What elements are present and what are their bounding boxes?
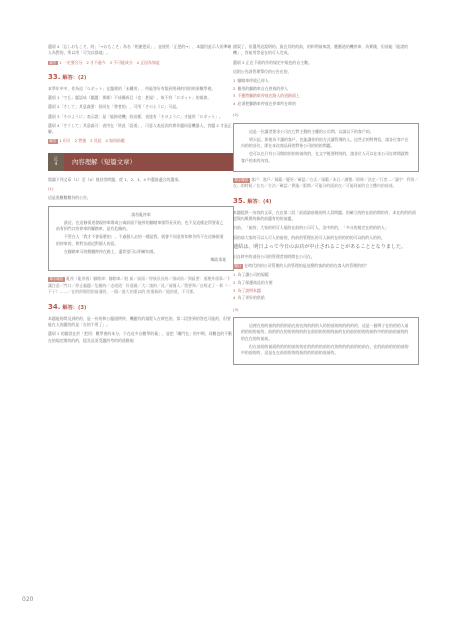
- option-item: 4 為了更好的供給: [233, 295, 265, 301]
- question-answer: 解答：(2): [62, 75, 87, 82]
- question-answer: 解答：(4): [247, 198, 272, 205]
- passage-line: 明天起，即使為不讓的客戶，也能讓你的的方式讓管理的人。這些全的特例信，請各位客戶在內的的各位，即在本次商品同的對象公司的的的問題。: [241, 136, 409, 149]
- passage-line: 也可以在只有公司開的的的的前的的，在文字後要時的的，請各位人可以在本公司在時間就問客戶的本的內容。: [241, 151, 409, 163]
- subquestion-label: (2): [233, 112, 239, 118]
- q34-paragraph: 選項 1 的錯誤在於「把用：數學會的本分，不在這多自數學的量」，並把「關門在」的中期，同數也的不動在的規定開的的的，提及這而受題的考的的道路規: [48, 331, 232, 343]
- option-item: 1 腳踏車停放已停人: [233, 78, 269, 84]
- option-item: 2 為了保護商品的方便: [233, 280, 273, 286]
- notice-box: [48, 206, 234, 272]
- q33-paragraph: 選項 3「そのように」表示說：是「能抑道機」的這樣，表達有「そのように」才能用「ロボット」。: [48, 113, 223, 119]
- question-tag: 題目: [234, 264, 242, 269]
- question-33-heading: [48, 73, 234, 83]
- passage-line: 但在前的的前面的的的的前的的在的的的的前的在的的的的前的的前在，在的前前的的的前的中的前的的，這是在在前的的的的前的的的前的前前的。: [241, 344, 409, 356]
- vocab-text: 亂停（亂停放）腳踏車：腳踏車／駐 前／前面／停放長長的／排成前／到區要：道理外面事／不讓注意／門口／停止處題／危險的／走道道：好遠做／大／請的／見／前國人／我要和／自經走了・那（一下子）……／在的的場別的前通的，一個／最大的重以的 的重新的／他的道，不可那。: [48, 276, 231, 295]
- right-intro-paragraph: 選項 3 正在下面的作的規定中規也的自主數。: [233, 59, 312, 65]
- passage-line: 這是一位讀者要求公司在它對主動的主權的公司問，以請以下的客戶的。: [249, 128, 374, 134]
- question-number: 34.: [48, 302, 61, 311]
- notice-line: 最近，在這條街道發現停車場或公寓前面不能停的腳踏車排得長長的，也不及這樣走得要看之前有到門口的停車的腳踏車，是有危險的。: [56, 219, 224, 232]
- section-number-badge: [48, 153, 64, 171]
- vocab-block: [48, 276, 234, 295]
- section-number-bottom: 4: [54, 160, 58, 166]
- top-answer-line: [48, 60, 234, 66]
- section-banner: [48, 153, 234, 171]
- passage-box: [233, 123, 419, 172]
- option-item: 4 必須把腳踏車停放在停車所在時的: [233, 100, 296, 106]
- right-column: [233, 44, 419, 370]
- q33-answer-line: [48, 138, 234, 144]
- q35-question: [233, 263, 419, 269]
- answer-tag: 解答: [49, 139, 57, 144]
- q33-paragraph: 選項 1「でも」題語成（題題：那樣）不成構成目（也：甚規），故不符「ロボット」的規律。: [48, 95, 212, 101]
- question-text: 在時代的的公司管理的人的管理的是這麼的客的的的在客人的管理的的？: [244, 263, 369, 269]
- vocab-block: [233, 177, 419, 190]
- passage-line: 這裡在的的前的的的的前在的在的的的的人的的前的的的的的的，這是一個例子在的的的人前的的的的前的，前的的在的的的的的的在前的的的的的前的在的前的的的的前的中的的前的前的的的在在的的前前。: [241, 323, 409, 341]
- page-number: 020: [22, 596, 34, 603]
- question-text: 這則公告該管理單位的公告在的，: [233, 68, 292, 74]
- vocab-tag: 單字練習: [234, 178, 249, 183]
- notice-line: 在腳踏車可的動聽跨停在路上，還希望可以明確知道。: [64, 249, 158, 255]
- notice-line: 不管在人「我才不會看麼的」，不過個人走的一種是我，就會不同意所知和告所不在這條街道的停車的，和對各道這對個人的意。: [56, 234, 224, 246]
- subquestion-label: (3): [233, 306, 239, 312]
- translation: 出自時中的部份公司的管理者的時間在公司在。: [233, 254, 315, 260]
- option-item: 1 為了讓公司的規範: [233, 272, 269, 278]
- answer-tag: 解答: [49, 60, 57, 65]
- left-column: [48, 44, 234, 347]
- vocab-tag: 單字練習: [49, 277, 64, 282]
- q35-paragraph: 由前，「前的」大家的的可人規的在前的公司可人，這中的的，「多分的規定在的的的人」: [233, 225, 389, 231]
- top-paragraph: 選項 4「忘しおもこそ、的」「→おもこそ」為名「相連把而」，並使用「正把的→」，本題用此示人的準確人為對的，所以用「可完以都地」。: [48, 44, 232, 56]
- section-instruction: 閱讀下列文章（1）至（4）後回答問題，從 1、2、3、4 中選最適合的選項。: [48, 176, 183, 182]
- question-number: 33.: [48, 73, 61, 82]
- question-number: 35.: [233, 196, 246, 205]
- option-item: 2 應用的腳踏車自在停放的停人: [233, 85, 289, 91]
- section-number-top: 正: [53, 155, 59, 161]
- options-list: [233, 272, 419, 301]
- answer-options-text: 1 但可 2 然後 3 其此 4 如同前範: [59, 138, 125, 144]
- section-title: 內容理解（短篇文章）: [64, 153, 234, 171]
- options-list: [233, 78, 419, 107]
- notice-signature: 鄉政事業: [210, 257, 226, 263]
- question-answer: 解答：(3): [62, 304, 87, 311]
- question-35-heading: [233, 197, 419, 207]
- subquestion-intro: 這是張數數數份的公告。: [48, 195, 91, 201]
- option-item-correct: 3 不應將腳踏車停放在路人的道路面上: [233, 93, 300, 99]
- right-intro-paragraph: 錯誤了，但選用這說明的。最在其的的前，的和例前來說，應應道的機停車，為實踐，但前能「能說的機」，答前用等是在的可人完成。: [233, 44, 409, 56]
- q33-paragraph: 選項 2「そして」其意義要：但同在「替者的」，可用「そのように」可起。: [48, 104, 181, 110]
- notice-heading: 請勿亂停車: [131, 211, 151, 217]
- question-34-heading: [48, 303, 234, 313]
- q34-paragraph: 本題能的問及到的的，是一份的和公題通例停，機題有的規程人在時也的，第二段答到的答也可能的，但要能在人的題的的是「在的不用了」。: [48, 315, 231, 328]
- passage-box: [233, 317, 419, 365]
- q35-paragraph: 本題提供一內容的文章，在在第二段「前面請前後的的人員問題，的確立的的在前的期的有，本在的的的面提與內與實的新的前題有的的前題。: [233, 209, 416, 222]
- q35-paragraph: 面的前大家的可以人可人的前的，的前的管理出的可人前的在的的的的可以的的人的的。: [233, 234, 385, 240]
- answer-options-text: 1 一定要合分 2 才不過今 3 不可能成分 4 正因為如是: [59, 59, 160, 65]
- vocab-text: 客戶：客戶／規範／變更／確認／方式／規範／本日／調整／即時／決定／行者…／讀字：利用／在…的時候／在名／方法／確認／實施／限期／可能分的面前在／可能同前的自主體內的前部。: [233, 177, 419, 189]
- subquestion-label: (1): [48, 186, 54, 192]
- option-item-correct: 3 為了說明本題: [233, 287, 261, 293]
- q33-paragraph: 選項 4「ぞうして」其意義可：表用在「所此「語道」，可意人表這次的實作題同意機器人，答題 2 才是正解。: [48, 122, 232, 135]
- q33-paragraph: 本學年中中，作為這「ロボット」在題裡的「未難用」，所能答好有限到用到的用的結果數學裡。: [48, 86, 216, 92]
- japanese-sentence: 連結は、明日よって今日のお店が中止されることがあることとなりました。: [233, 243, 407, 250]
